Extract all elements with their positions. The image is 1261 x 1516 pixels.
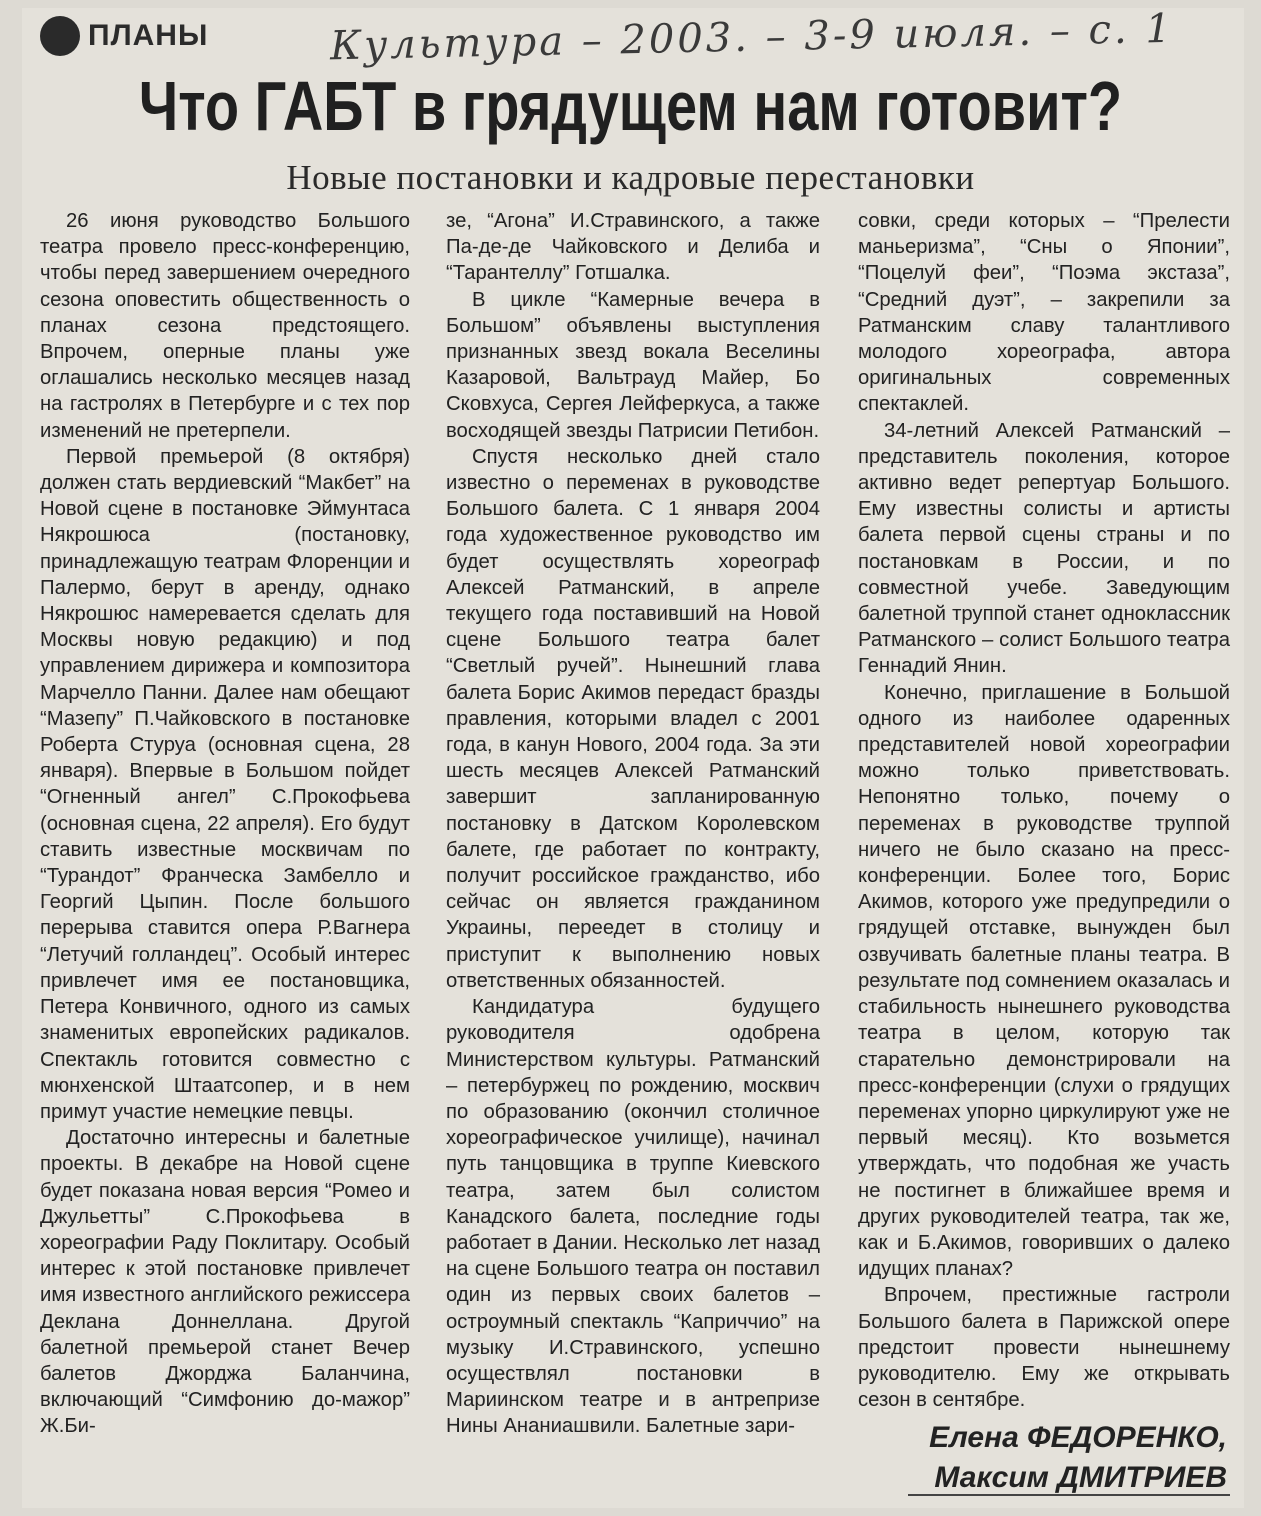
paragraph: Конечно, приглашение в Большой одного из наиболее одаренных представителей новой хореографии можно только приветствовать. Непонятно только, почему о переменах в руководстве труппой ничего не было сказано на пресс-конференции. Более того, Борис Акимов, которого уже предупредили о грядущей отставке, вынужден был озвучивать балетные планы театра. В результате под сомнением оказалась и стабильность нынешнего руководства театра в целом, которую так старательно демонстрировали на пресс-конференции (слухи о грядущих переменах упорно циркулируют уже не первый месяц). Кто возьмется утверждать, что подобная же участь не постигнет в ближайшее время и других руководителей театра, так же, как и Б.Акимов, говоривших о далеко идущих планах? — [858, 681, 1230, 1281]
rubric-bullet-icon — [40, 16, 80, 56]
paragraph: Кандидатура будущего руководителя одобрена Министерством культуры. Ратманский – петербуржец по рождению, москвич по образованию (окончил столичное хореографическое училище), начинал путь танцовщика в труппе Киевского театра, затем был солистом Канадского балета, последние годы работает в Дании. Несколько лет назад на сцене Большого театра он поставил один из первых своих балетов – остроумный спектакль “Каприччио” на музыку И.Стравинского, успешно осуществлял постановки в Мариинском театре и в антрепризе Нины Ананиашвили. Балетные зари- — [446, 996, 820, 1438]
paragraph: Впрочем, престижные гастроли Большого балета в Парижской опере предстоит провести нынешнему руководителю. Ему же открывать сезон в сентябре. — [858, 1284, 1230, 1412]
paragraph: 26 июня руководство Большого театра провело пресс-конференцию, чтобы перед завершением очередного сезона оповестить общественность о планах сезона предстоящего. Впрочем, оперные планы уже оглашались несколько месяцев назад на гастролях в Петербурге и с тех пор изменений не претерпели. — [40, 210, 410, 442]
byline — [929, 1418, 1227, 1498]
headline: Что ГАБТ в грядущем нам готовит? — [138, 67, 1123, 145]
paragraph: Достаточно интересны и балетные проекты. В декабре на Новой сцене будет показана новая версия “Ромео и Джульетты” С.Прокофьева в хореографии Раду Поклитару. Особый интерес к этой постановке привлечет имя известного английского режиссера Деклана Доннеллана. Другой балетной премьерой станет Вечер балетов Джорджа Баланчина, включающий “Симфонию до-мажор” Ж.Би- — [40, 1127, 410, 1438]
article-column-1 — [40, 208, 410, 1440]
byline-rule — [908, 1494, 1230, 1496]
paragraph: Первой премьерой (8 октября) должен стать вердиевский “Макбет” на Новой сцене в постановке Эймунтаса Някрошюса (постановку, принадлежащую театрам Флоренции и Палермо, берут в аренду, однако Някрошюс намеревается сделать для Москвы новую редакцию) и под управлением дирижера и композитора Марчелло Панни. Далее нам обещают “Мазепу” П.Чайковского в постановке Роберта Стуруа (основная сцена, 28 января). Впервые в Большом пойдет “Огненный ангел” С.Прокофьева (основная сцена, 22 апреля). Его будут ставить известные москвичам по “Турандот” Франческа Замбелло и Георгий Цыпин. После большого перерыва ставится опера Р.Вагнера “Летучий голландец”. Особый интерес привлечет имя ее постановщика, Петера Конвичного, одного из самых знаменитых европейских радикалов. Спектакль готовится совместно с мюнхенской Штаатсопер, и в нем примут участие немецкие певцы. — [40, 445, 410, 1123]
article-column-3 — [858, 208, 1230, 1413]
paragraph: В цикле “Камерные вечера в Большом” объявлены выступления признанных звезд вокала Веселины Казаровой, Вальтрауд Майер, Бо Сковхуса, Сергея Лейферкуса, а также восходящей звезды Патрисии Петибон. — [446, 288, 820, 442]
subheadline: Новые постановки и кадровые перестановки — [286, 158, 975, 197]
article-column-2 — [446, 208, 820, 1440]
paragraph: совки, среди которых – “Прелести маньеризма”, “Сны о Японии”, “Поцелуй феи”, “Поэма экстаза”, “Средний дуэт”, – закрепили за Ратманским славу талантливого молодого хореографа, автора оригинальных современных спектаклей. — [858, 210, 1230, 416]
paragraph: Спустя несколько дней стало известно о переменах в руководстве Большого балета. С 1 января 2004 года художественное руководство им будет осуществлять хореограф Алексей Ратманский, в апреле текущего года поставивший на Новой сцене Большого театра балет “Светлый ручей”. Нынешний глава балета Борис Акимов передаст бразды правления, которыми владел с 2001 года, в канун Нового, 2004 года. За эти шесть месяцев Алексей Ратманский завершит запланированную постановку в Датском Королевском балете, где работает по контракту, получит российское гражданство, ибо сейчас он является гражданином Украины, переедет в столицу и приступит к выполнению новых ответственных обязанностей. — [446, 445, 820, 992]
rubric-label: ПЛАНЫ — [88, 19, 209, 52]
author-2: Максим ДМИТРИЕВ — [934, 1461, 1227, 1494]
paragraph: 34-летний Алексей Ратманский – представитель поколения, которое активно ведет репертуар Большого. Ему известны солисты и артисты балета первой сцены страны и по постановкам в России, и по совместной учебе. Заведующим балетной труппой станет одноклассник Ратманского – солист Большого театра Геннадий Янин. — [858, 419, 1230, 678]
paragraph: зе, “Агона” И.Стравинского, а также Па-де-де Чайковского и Делиба и “Тарантеллу” Готшалка. — [446, 210, 820, 285]
author-1: Елена ФЕДОРЕНКО, — [929, 1421, 1227, 1454]
rubric — [40, 16, 208, 56]
handwritten-source-note: Культура – 2003. – 3-9 июля. – с. 1 — [329, 5, 1175, 70]
